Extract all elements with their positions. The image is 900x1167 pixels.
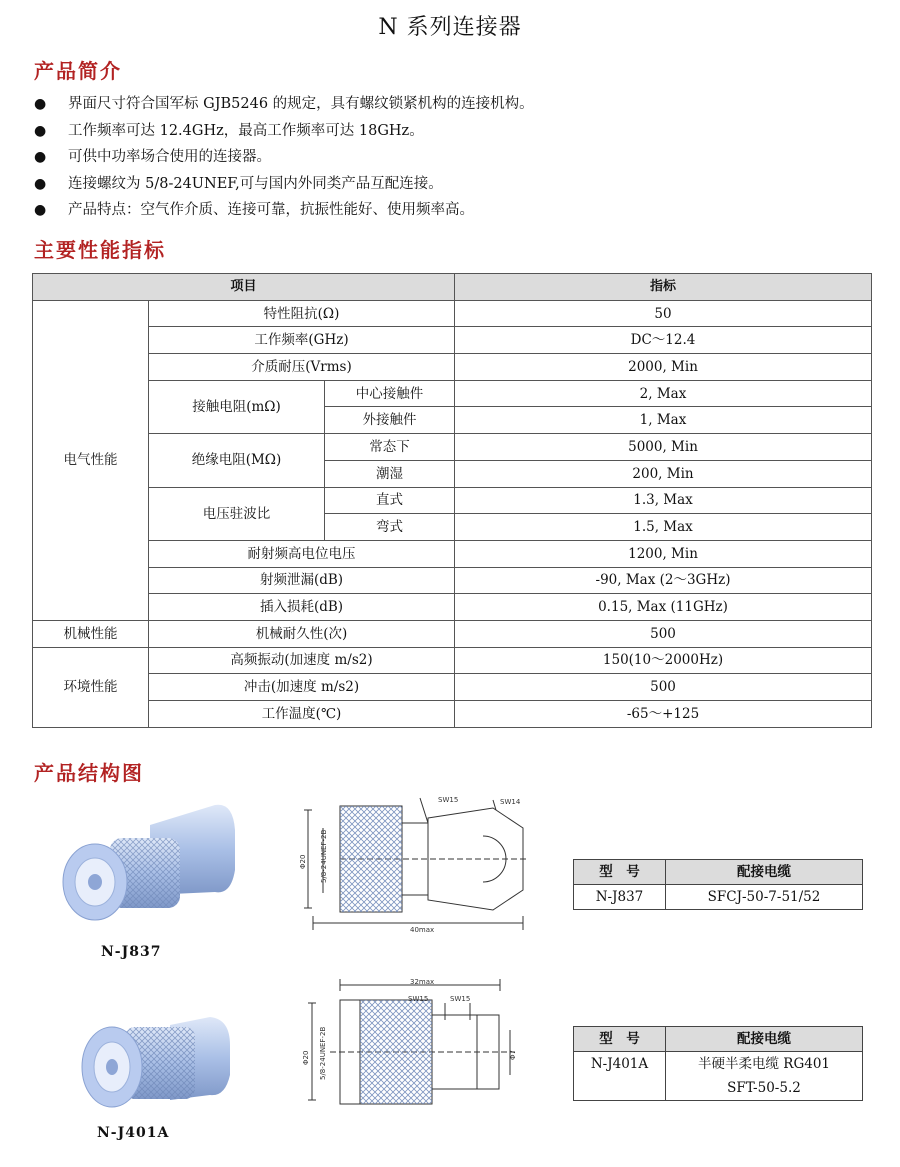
spec-label: 介质耐压(Vrms) bbox=[149, 354, 455, 381]
drawing-label: SW15 bbox=[408, 995, 429, 1003]
spec-label: 工作温度(℃) bbox=[149, 701, 455, 728]
bullet-icon: ● bbox=[34, 175, 47, 192]
spec-value: 500 bbox=[455, 674, 872, 701]
drawing-label: SW15 bbox=[438, 796, 459, 804]
group-environmental: 环境性能 bbox=[33, 647, 149, 727]
bullet-icon: ● bbox=[34, 149, 47, 165]
model-header: 型 号 bbox=[574, 1027, 666, 1052]
spec-label: 电压驻波比 bbox=[149, 487, 325, 540]
spec-header-value: 指标 bbox=[455, 274, 872, 301]
spec-sublabel: 常态下 bbox=[325, 434, 455, 461]
spec-label: 绝缘电阻(MΩ) bbox=[149, 434, 325, 487]
group-electrical: 电气性能 bbox=[33, 300, 149, 620]
bullet-icon: ● bbox=[34, 96, 47, 112]
cable-cell: SFCJ-50-7-51/52 bbox=[666, 885, 863, 910]
spec-value: 150(10～2000Hz) bbox=[455, 647, 872, 674]
spec-value: 2, Max bbox=[455, 380, 872, 407]
spec-sublabel: 潮湿 bbox=[325, 460, 455, 487]
drawing-label: 40max bbox=[410, 926, 435, 933]
spec-sublabel: 直式 bbox=[325, 487, 455, 514]
drawing-label: 32max bbox=[410, 978, 435, 986]
drawing-label: SW15 bbox=[450, 995, 471, 1003]
spec-header-item: 项目 bbox=[33, 274, 455, 301]
bullet-icon: ● bbox=[34, 122, 47, 139]
spec-label: 接触电阻(mΩ) bbox=[149, 380, 325, 433]
spec-value: 1.5, Max bbox=[455, 514, 872, 541]
group-mechanical: 机械性能 bbox=[33, 620, 149, 647]
spec-value: 50 bbox=[455, 300, 872, 327]
spec-value: 500 bbox=[455, 620, 872, 647]
spec-sublabel: 中心接触件 bbox=[325, 380, 455, 407]
list-item: ● 界面尺寸符合国军标 GJB5246 的规定，具有螺纹锁紧机构的连接机构。 bbox=[34, 96, 534, 112]
connector-photo-nj837 bbox=[55, 800, 245, 930]
spec-label: 机械耐久性(次) bbox=[149, 620, 455, 647]
spec-value: 5000, Min bbox=[455, 434, 872, 461]
spec-label: 特性阻抗(Ω) bbox=[149, 300, 455, 327]
bullet-icon: ● bbox=[34, 202, 47, 218]
cable-header: 配接电缆 bbox=[666, 1027, 863, 1052]
model-table-nj401a bbox=[573, 1026, 863, 1101]
list-item: ● 工作频率可达 12.4GHz，最高工作频率可达 18GHz。 bbox=[34, 122, 424, 139]
spec-value: -90, Max (2～3GHz) bbox=[455, 567, 872, 594]
model-header: 型 号 bbox=[574, 860, 666, 885]
drawing-label: Φ7 bbox=[509, 1050, 517, 1060]
model-cell: N-J401A bbox=[574, 1052, 666, 1101]
spec-value: 1.3, Max bbox=[455, 487, 872, 514]
drawing-label: Φ20 bbox=[302, 1050, 310, 1065]
spec-sublabel: 弯式 bbox=[325, 514, 455, 541]
dimension-drawing-nj837 bbox=[298, 788, 538, 933]
cable-header: 配接电缆 bbox=[666, 860, 863, 885]
cable-cell: 半硬半柔电缆 RG401 bbox=[666, 1052, 863, 1077]
spec-label: 射频泄漏(dB) bbox=[149, 567, 455, 594]
spec-table bbox=[32, 273, 872, 728]
connector-photo-nj401a bbox=[70, 1005, 240, 1120]
spec-value: 2000, Min bbox=[455, 354, 872, 381]
drawing-label: Φ20 bbox=[299, 854, 307, 869]
spec-label: 冲击(加速度 m/s2) bbox=[149, 674, 455, 701]
model-cell: N-J837 bbox=[574, 885, 666, 910]
spec-value: DC～12.4 bbox=[455, 327, 872, 354]
spec-label: 插入损耗(dB) bbox=[149, 594, 455, 621]
section-heading-intro: 产品简介 bbox=[34, 59, 122, 83]
spec-value: 1, Max bbox=[455, 407, 872, 434]
list-item: ● 可供中功率场合使用的连接器。 bbox=[34, 149, 271, 165]
drawing-label: 5/8-24UNEF-2B bbox=[319, 1026, 327, 1080]
spec-sublabel: 外接触件 bbox=[325, 407, 455, 434]
dimension-drawing-nj401a bbox=[300, 975, 530, 1110]
section-heading-specs: 主要性能指标 bbox=[34, 238, 166, 262]
cable-cell: SFT-50-5.2 bbox=[666, 1076, 863, 1101]
drawing-label: 5/8-24UNEF-2B bbox=[320, 829, 328, 883]
drawing-label: SW14 bbox=[500, 798, 521, 806]
product-name-nj837: N-J837 bbox=[101, 944, 162, 960]
page-title: N 系列连接器 bbox=[378, 15, 522, 40]
intro-list bbox=[32, 94, 534, 227]
list-item: ● 连接螺纹为 5/8-24UNEF,可与国内外同类产品互配连接。 bbox=[34, 175, 443, 192]
spec-label: 高频振动(加速度 m/s2) bbox=[149, 647, 455, 674]
section-heading-structure: 产品结构图 bbox=[34, 761, 144, 785]
spec-value: 0.15, Max (11GHz) bbox=[455, 594, 872, 621]
spec-value: 200, Min bbox=[455, 460, 872, 487]
spec-label: 耐射频高电位电压 bbox=[149, 540, 455, 567]
list-item: ● 产品特点：空气作介质、连接可靠，抗振性能好、使用频率高。 bbox=[34, 202, 474, 218]
spec-value: 1200, Min bbox=[455, 540, 872, 567]
spec-value: -65～+125 bbox=[455, 701, 872, 728]
product-name-nj401a: N-J401A bbox=[97, 1125, 170, 1141]
spec-label: 工作频率(GHz) bbox=[149, 327, 455, 354]
model-table-nj837 bbox=[573, 859, 863, 910]
